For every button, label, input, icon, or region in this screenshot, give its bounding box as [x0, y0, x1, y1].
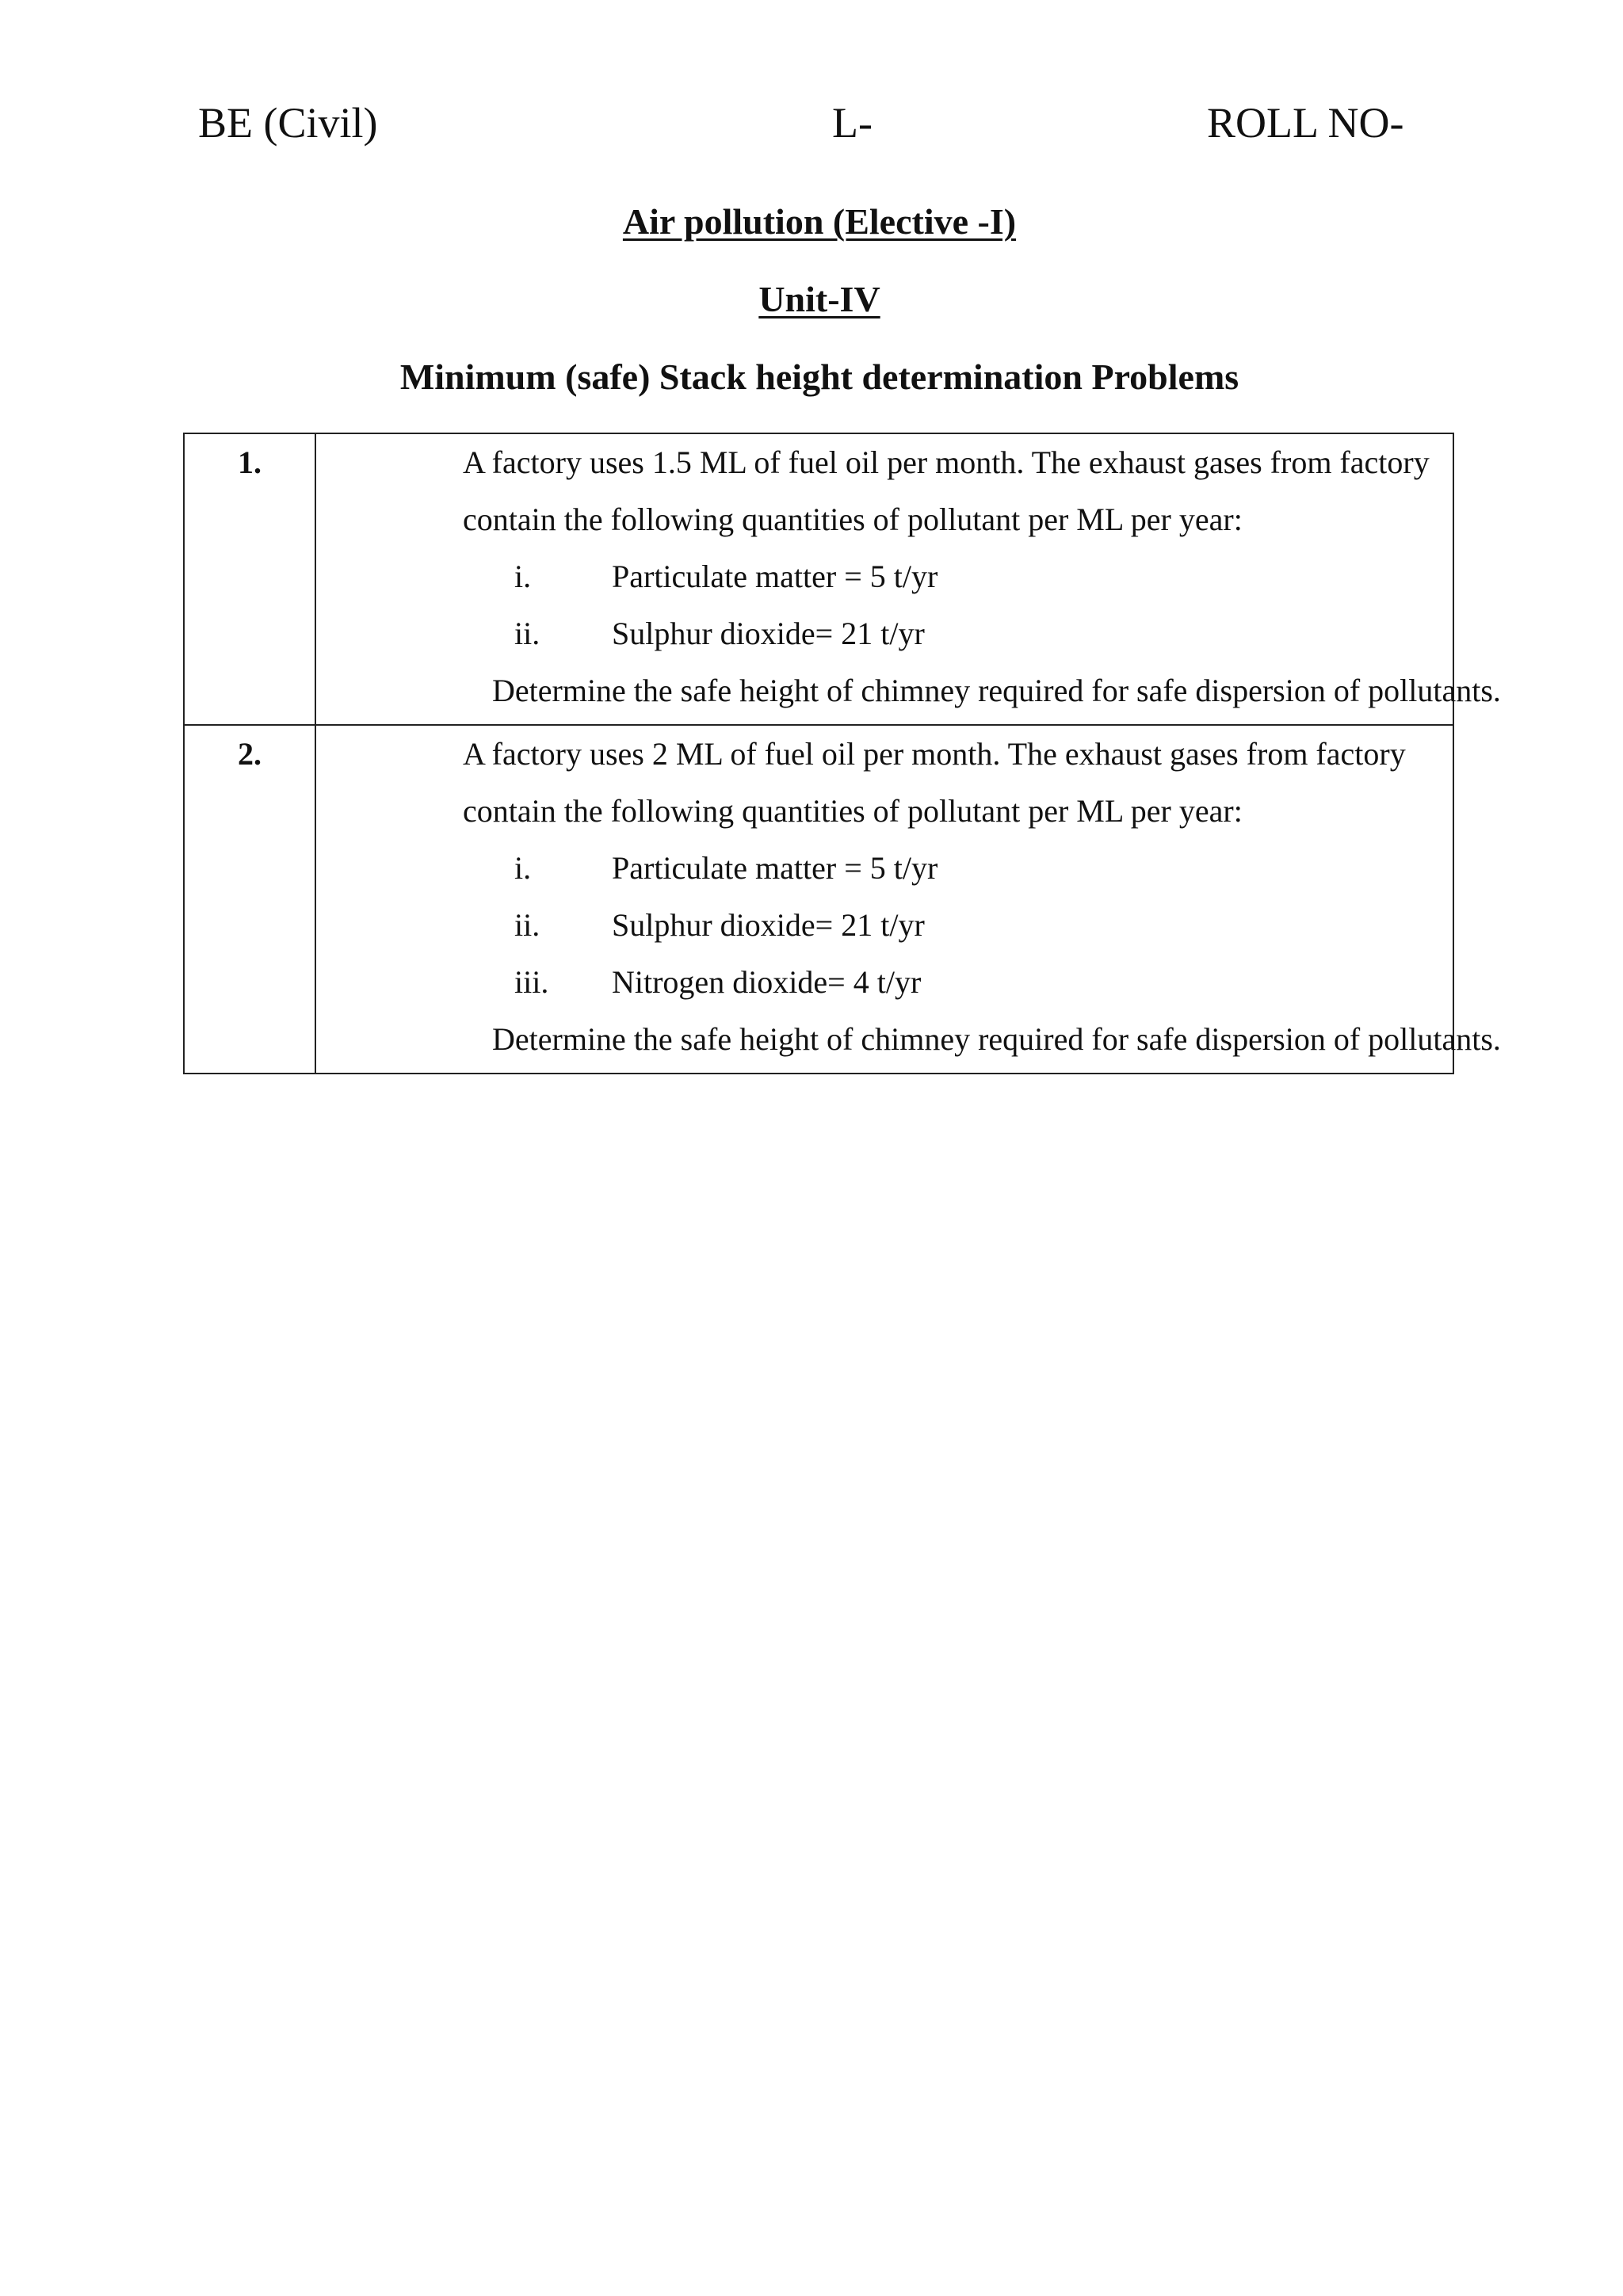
list-item-text: Particulate matter = 5 t/yr	[612, 559, 938, 594]
list-item-numeral: i.	[514, 559, 532, 594]
problem-row	[184, 433, 1453, 725]
list-item	[463, 840, 1437, 897]
course-title: Air pollution (Elective -I)	[622, 201, 1017, 242]
problem-question: Determine the safe height of chimney required for safe dispersion of pollutants.	[492, 673, 1501, 708]
list-item-numeral: i.	[514, 850, 532, 886]
problem-question: Determine the safe height of chimney required for safe dispersion of pollutants.	[492, 1021, 1501, 1057]
list-item-numeral: ii.	[514, 616, 540, 651]
problem-intro: A factory uses 2 ML of fuel oil per month. The exhaust gases from factory contain the following quantities of pollutant per ML per year:	[463, 736, 1406, 829]
list-item-text: Particulate matter = 5 t/yr	[612, 850, 938, 886]
course-label: BE (Civil)	[198, 99, 378, 147]
list-item	[463, 548, 1437, 605]
problem-number: 2.	[184, 725, 315, 1074]
problem-number: 1.	[184, 433, 315, 725]
list-item	[463, 954, 1437, 1011]
problem-row	[184, 725, 1453, 1074]
list-item-numeral: ii.	[514, 907, 540, 943]
lecture-label: L-	[832, 99, 873, 147]
problem-intro: A factory uses 1.5 ML of fuel oil per month. The exhaust gases from factory contain the following quantities of pollutant per ML per year:	[463, 444, 1430, 537]
problem-text-cell	[315, 725, 1501, 1074]
unit-title: Unit-IV	[758, 279, 880, 319]
list-item-text: Sulphur dioxide= 21 t/yr	[612, 616, 925, 651]
problems-table	[183, 433, 1501, 1074]
list-item	[463, 897, 1437, 954]
list-item-numeral: iii.	[514, 964, 549, 1000]
list-item-text: Sulphur dioxide= 21 t/yr	[612, 907, 925, 943]
roll-number-label: ROLL NO-	[1207, 99, 1404, 147]
list-item	[463, 605, 1437, 662]
problem-text-cell	[315, 433, 1501, 725]
list-item-text: Nitrogen dioxide= 4 t/yr	[612, 964, 922, 1000]
topic-title: Minimum (safe) Stack height determination Problems	[399, 357, 1239, 397]
